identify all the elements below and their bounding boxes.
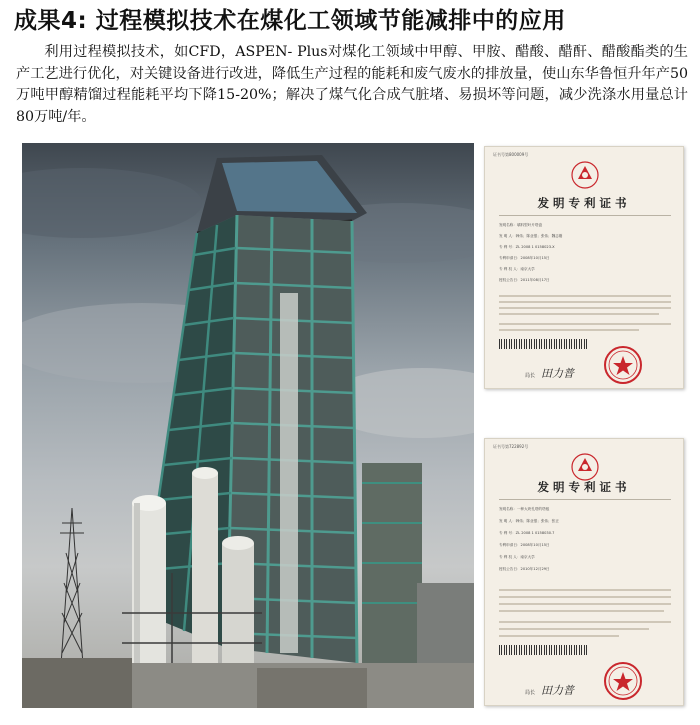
barcode: [499, 645, 589, 655]
distillation-tower-photo: [22, 143, 474, 708]
text-line: [499, 295, 671, 297]
text-line: [499, 635, 619, 637]
divider: [499, 215, 671, 216]
certificate-heading: 发明专利证书: [537, 196, 631, 210]
patent-certificate-2: [484, 438, 684, 706]
text-line: [499, 610, 664, 612]
tower-illustration: [22, 143, 474, 708]
text-line: [499, 589, 671, 591]
text-line: [499, 323, 671, 325]
text-line: [499, 301, 671, 303]
certificate-field: 专 利 号：ZL 2008 1 0158030.7: [499, 531, 555, 535]
director-signature: 田力普: [541, 367, 574, 380]
text-line: [499, 603, 671, 605]
signature-label: 局长: [525, 690, 536, 696]
certificate-field: 授权公告日：2010年12月29日: [499, 567, 550, 571]
text-line: [499, 621, 671, 623]
certificate-field: 专利申请日：2008年10月15日: [499, 256, 550, 260]
certificate-field: 专 利 权 人：南京大学: [499, 555, 535, 559]
patent-certificate-1: [484, 146, 684, 389]
description-paragraph: 利用过程模拟技术，如CFD，ASPEN- Plus对煤化工领域中甲醇、甲胺、醋酸、醋酐、醋酸酯类的生产工艺进行优化，对关键设备进行改进，降低生产过程的能耗和废气废水的排放量，使山东华鲁恒升年产50万吨甲醇精馏过程能耗平均下降15-20%；解决了煤气化合成气脏堵、易损坏等问题，减少洗涤水用量总计80万吨/年。: [16, 44, 688, 125]
text-line: [499, 596, 671, 598]
director-signature: 田力普: [541, 684, 574, 697]
certificate-field: 发 明 人：韩伟；陈业强；张伟；张正: [499, 519, 559, 523]
signature-label: 局长: [525, 373, 536, 379]
text-line: [499, 313, 659, 315]
certificate-field: 发 明 人：韩伟；陈业强；张伟；魏志刚: [499, 234, 563, 238]
certificate-field: 发明名称：填料型叶片塔盘: [499, 223, 543, 227]
divider: [499, 499, 671, 500]
certificate-heading: 发明专利证书: [537, 480, 631, 494]
text-line: [499, 329, 639, 331]
certificate-field: 专 利 权 人：南京大学: [499, 267, 535, 271]
text-line: [499, 628, 649, 630]
official-seal-icon: [603, 345, 643, 385]
certificate-number: 证书号第722892号: [493, 444, 529, 449]
certificate-field: 专 利 号：ZL 2008 1 0158023.X: [499, 245, 555, 249]
certificate-field: 专利申请日：2008年10月15日: [499, 543, 550, 547]
certificate-field: 授权公告日：2011年08月17日: [499, 278, 550, 282]
barcode: [499, 339, 589, 349]
official-seal-icon: [603, 661, 643, 701]
certificate-field: 发明名称：一种大块孔塔的塔板: [499, 507, 550, 511]
patent-office-emblem-icon: [569, 159, 601, 191]
certificate-number: 证书号第800009号: [493, 152, 529, 157]
page-title: 成果4: 过程模拟技术在煤化工领域节能减排中的应用: [14, 8, 566, 34]
text-line: [499, 307, 671, 309]
